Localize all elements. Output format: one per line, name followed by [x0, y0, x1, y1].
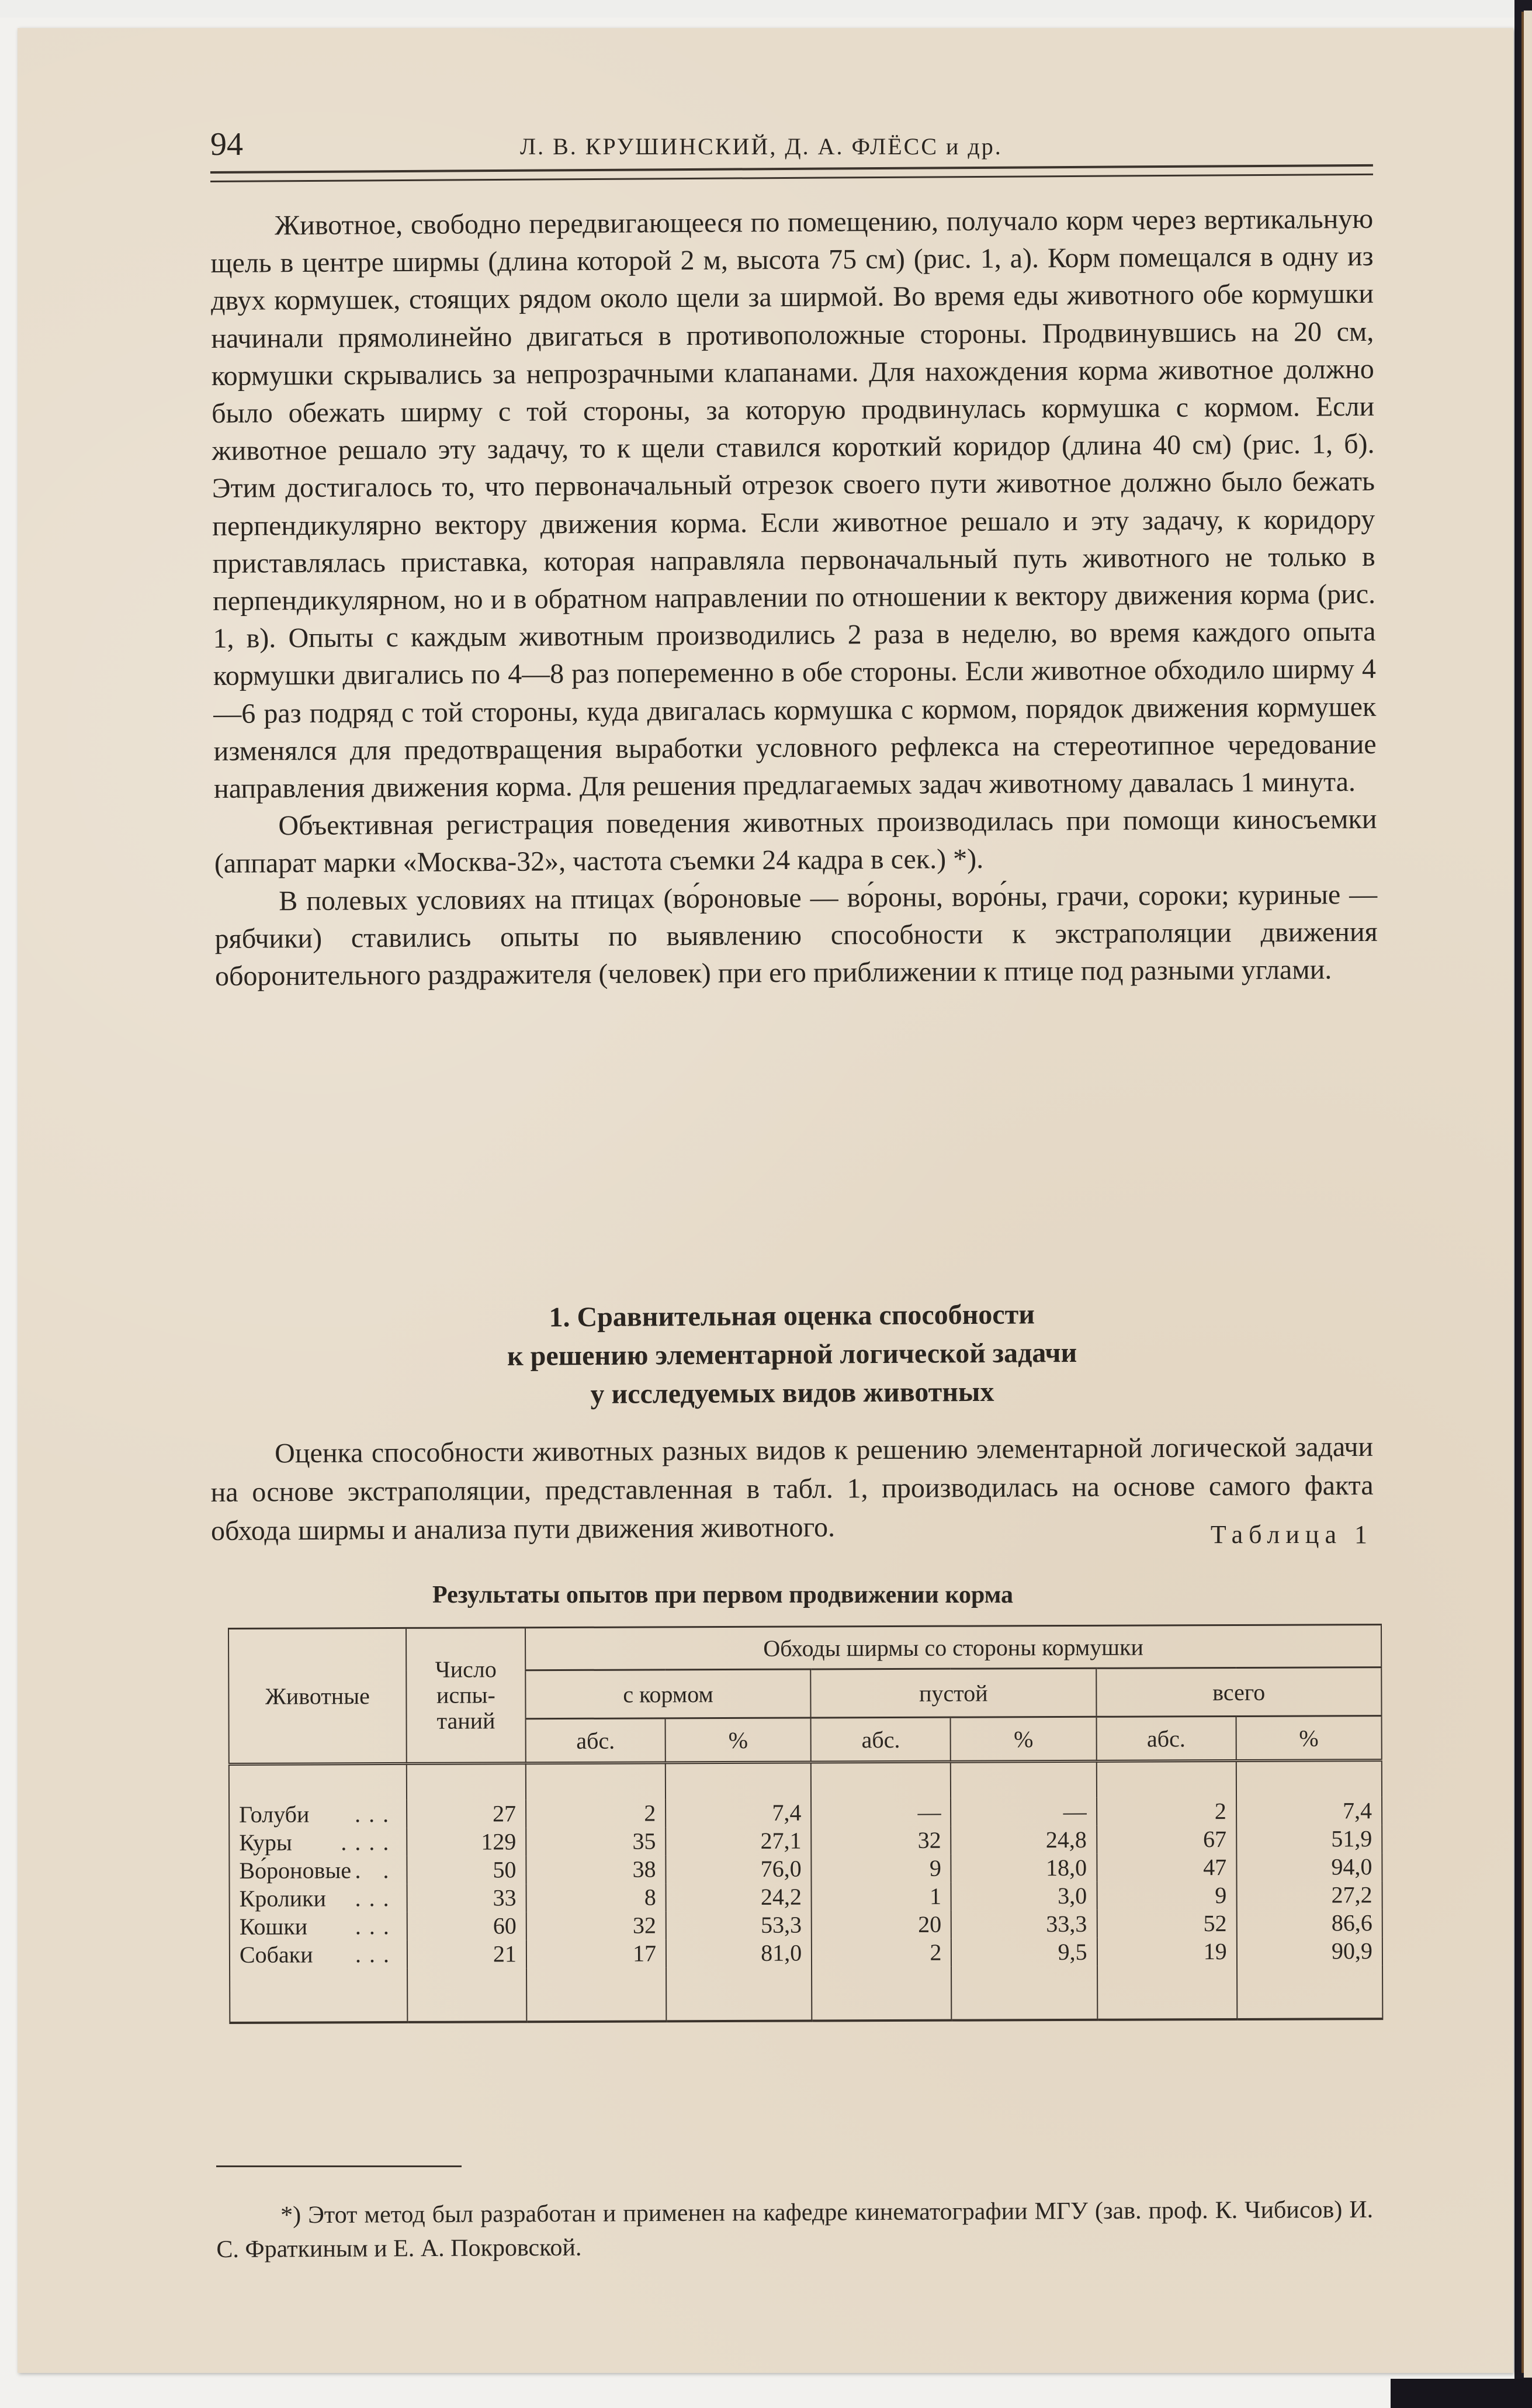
cell-food-pct: 24,2: [666, 1883, 812, 1912]
body-text: [210, 200, 1378, 995]
cell-total-pct: 51,9: [1236, 1825, 1382, 1853]
section-heading-line: у исследуемых видов животных: [590, 1376, 994, 1410]
results-table: [228, 1624, 1383, 2024]
table-row: [230, 1937, 1382, 1969]
cell-empty-pct: —: [951, 1798, 1097, 1826]
cell-food-abs: 35: [526, 1827, 666, 1856]
cell-total-abs: 9: [1097, 1881, 1236, 1910]
col-header-trials: Число испы- таний: [406, 1628, 526, 1764]
cell-food-abs: 2: [526, 1799, 666, 1828]
footnote-rule: [216, 2165, 462, 2167]
running-head: Л. В. КРУШИНСКИЙ, Д. А. ФЛЁСС и др.: [520, 133, 1003, 160]
page-binding-edge: [1521, 12, 1524, 2373]
table-body: [229, 1760, 1383, 2023]
cell-empty-pct: 18,0: [951, 1854, 1097, 1883]
background-top: [0, 0, 1532, 18]
cell-trials: 27: [407, 1800, 526, 1828]
animal-name: Куры: [239, 1829, 292, 1856]
col-header-abs: абс.: [526, 1718, 666, 1763]
table-label: Таблица 1: [1210, 1520, 1373, 1549]
cell-trials: 50: [407, 1856, 526, 1884]
cell-food-pct: 53,3: [666, 1911, 812, 1940]
cell-total-pct: 7,4: [1236, 1797, 1382, 1825]
cell-total-abs: 67: [1097, 1825, 1236, 1854]
col-header-with-food: с кормом: [525, 1669, 811, 1719]
leader-dots: . .: [355, 1856, 397, 1884]
col-header-abs: абс.: [1096, 1716, 1236, 1761]
cell-trials: 33: [407, 1884, 526, 1912]
cell-trials: 21: [407, 1940, 526, 1968]
section-heading-line: 1. Сравнительная оценка способности: [549, 1299, 1035, 1333]
cell-trials: 129: [407, 1828, 526, 1856]
leader-dots: ...: [355, 1884, 397, 1912]
leader-dots: ...: [355, 1940, 398, 1968]
cell-food-abs: 32: [526, 1911, 666, 1940]
cell-empty-pct: 33,3: [951, 1910, 1097, 1939]
adjacent-page-edge: [1524, 11, 1532, 2378]
cell-empty-abs: 2: [812, 1939, 951, 1967]
leader-dots: ...: [355, 1800, 397, 1828]
table-row: [230, 1909, 1382, 1941]
paragraph-section: Оценка способности животных разных видов к решению элементарной логической задачи на основе экстраполяции, представленная в табл. 1, производилась на основе самого факта обхода ширмы и анализа пути движения животного.: [210, 1431, 1374, 1546]
cell-empty-pct: 9,5: [951, 1938, 1097, 1967]
cell-food-pct: 7,4: [666, 1799, 811, 1828]
col-header-group: Обходы ширмы со стороны кормушки: [525, 1625, 1381, 1670]
col-header-abs: абс.: [811, 1717, 951, 1762]
cell-animal: [230, 1940, 407, 1969]
paragraph-registration: Объективная регистрация поведения животных производилась при помощи киносъемки (аппарат марки «Москва-32», частота съемки 24 кадра в сек.) *).: [214, 804, 1377, 880]
animal-name: Собаки: [239, 1941, 313, 1968]
cell-empty-abs: —: [811, 1798, 951, 1827]
cell-food-abs: 38: [526, 1855, 666, 1884]
cell-total-abs: 47: [1097, 1853, 1236, 1882]
leader-dots: ....: [341, 1828, 397, 1856]
col-header-total: всего: [1096, 1667, 1382, 1717]
col-header-animals: Животные: [228, 1628, 407, 1764]
table-row: [229, 1853, 1382, 1885]
section-heading: [210, 1293, 1374, 1416]
cell-total-pct: 27,2: [1236, 1881, 1382, 1909]
col-header-pct: %: [1236, 1716, 1381, 1761]
table-end-spacer: [230, 1965, 1382, 2023]
cell-animal: [229, 1828, 407, 1857]
page-content: [210, 126, 1378, 2263]
cell-total-abs: 52: [1097, 1909, 1236, 1938]
paragraph-field: В полевых условиях на птицах (во́роновые — во́роны, воро́ны, грачи, сороки; куриные — рябчики) ставились опыты по выявлению способности к экстраполяции движения оборонительного раздражителя (человек) при его приближении к птице под разными углами.: [214, 878, 1378, 992]
cell-total-abs: 19: [1097, 1938, 1236, 1966]
table-row: [229, 1797, 1382, 1829]
cell-total-pct: 94,0: [1236, 1853, 1382, 1881]
cell-animal: [230, 1912, 407, 1941]
cell-empty-abs: 1: [812, 1883, 951, 1911]
cell-animal: [230, 1884, 407, 1913]
cell-total-pct: 90,9: [1237, 1937, 1382, 1966]
cell-food-pct: 27,1: [666, 1827, 811, 1856]
table-caption: Результаты опытов при первом продвижении корма: [432, 1582, 1014, 1608]
cell-food-abs: 8: [526, 1883, 666, 1912]
animal-name: Кошки: [239, 1913, 308, 1940]
cell-animal: [229, 1800, 407, 1829]
animal-name: Голуби: [239, 1801, 310, 1828]
table-row: [229, 1825, 1382, 1857]
col-header-pct: %: [951, 1717, 1096, 1762]
paragraph-method: Животное, свободно передвигающееся по помещению, получало корм через вертикальную щель в центре ширмы (длина которой 2 м, высота 75 см) (рис. 1, а). Корм помещался в одну из двух кормушек, стоящих рядом около щели за ширмой. Во время еды животного обе кормушки начинали прямолинейно двигаться в противоположные стороны. Продвинувшись на 20 см, кормушки скрывались за непрозрачными клапанами. Для нахождения корма животное должно было обежать ширму с той стороны, за которую продвинулась кормушка с кормом. Если животное решало эту задачу, то к щели ставился короткий коридор (длина 40 см) (рис. 1, б). Этим достигалось то, что первоначальный отрезок своего пути животное должно было бежать перпендикулярно вектору движения корма. Если животное решало и эту задачу, к коридору приставлялась приставка, которая направляла первоначальный путь животного не только в перпендикулярном, но и в обратном направлении по отношении к вектору движения корма (рис. 1, в). Опыты с каждым животным производились 2 раза в неделю, во время каждого опыта кормушки двигались по 4—8 раз попеременно в обе стороны. Если животное обходило ширму 4—6 раз подряд с той стороны, куда двигалась кормушка с кормом, порядок движения кормушек изменялся для предотвращения выработки условного рефлекса на стереотипное чередование направления движения корма. Для решения предлагаемых задач животному давалась 1 минута.: [210, 203, 1377, 805]
cell-total-pct: 86,6: [1236, 1909, 1382, 1938]
cell-food-pct: 76,0: [666, 1855, 812, 1884]
cell-food-abs: 17: [526, 1939, 666, 1968]
cell-empty-abs: 32: [811, 1826, 951, 1855]
footnote: *) Этот метод был разработан и применен на кафедре кинематографии МГУ (зав. проф. К. Чибисов) И. С. Фраткиным и Е. А. Покровской.: [216, 2196, 1374, 2263]
cell-empty-pct: 3,0: [951, 1882, 1097, 1911]
cell-empty-pct: 24,8: [951, 1826, 1097, 1855]
table-spacer: [229, 1760, 1382, 1801]
table-row: [230, 1881, 1382, 1913]
cell-animal: [229, 1856, 407, 1885]
cell-empty-abs: 9: [812, 1855, 951, 1883]
animal-name: Во́роновые: [239, 1857, 352, 1884]
animal-name: Кролики: [239, 1885, 327, 1912]
cell-empty-abs: 20: [812, 1911, 951, 1939]
cell-total-abs: 2: [1097, 1797, 1236, 1826]
background-bottom-right: [1391, 2379, 1532, 2408]
col-header-empty: пустой: [811, 1668, 1097, 1718]
cell-trials: 60: [407, 1912, 526, 1940]
section-heading-line: к решению элементарной логической задачи: [507, 1337, 1077, 1372]
leader-dots: ...: [355, 1912, 397, 1940]
page-number: 94: [210, 126, 243, 162]
cell-food-pct: 81,0: [666, 1939, 812, 1968]
col-header-pct: %: [666, 1718, 811, 1763]
